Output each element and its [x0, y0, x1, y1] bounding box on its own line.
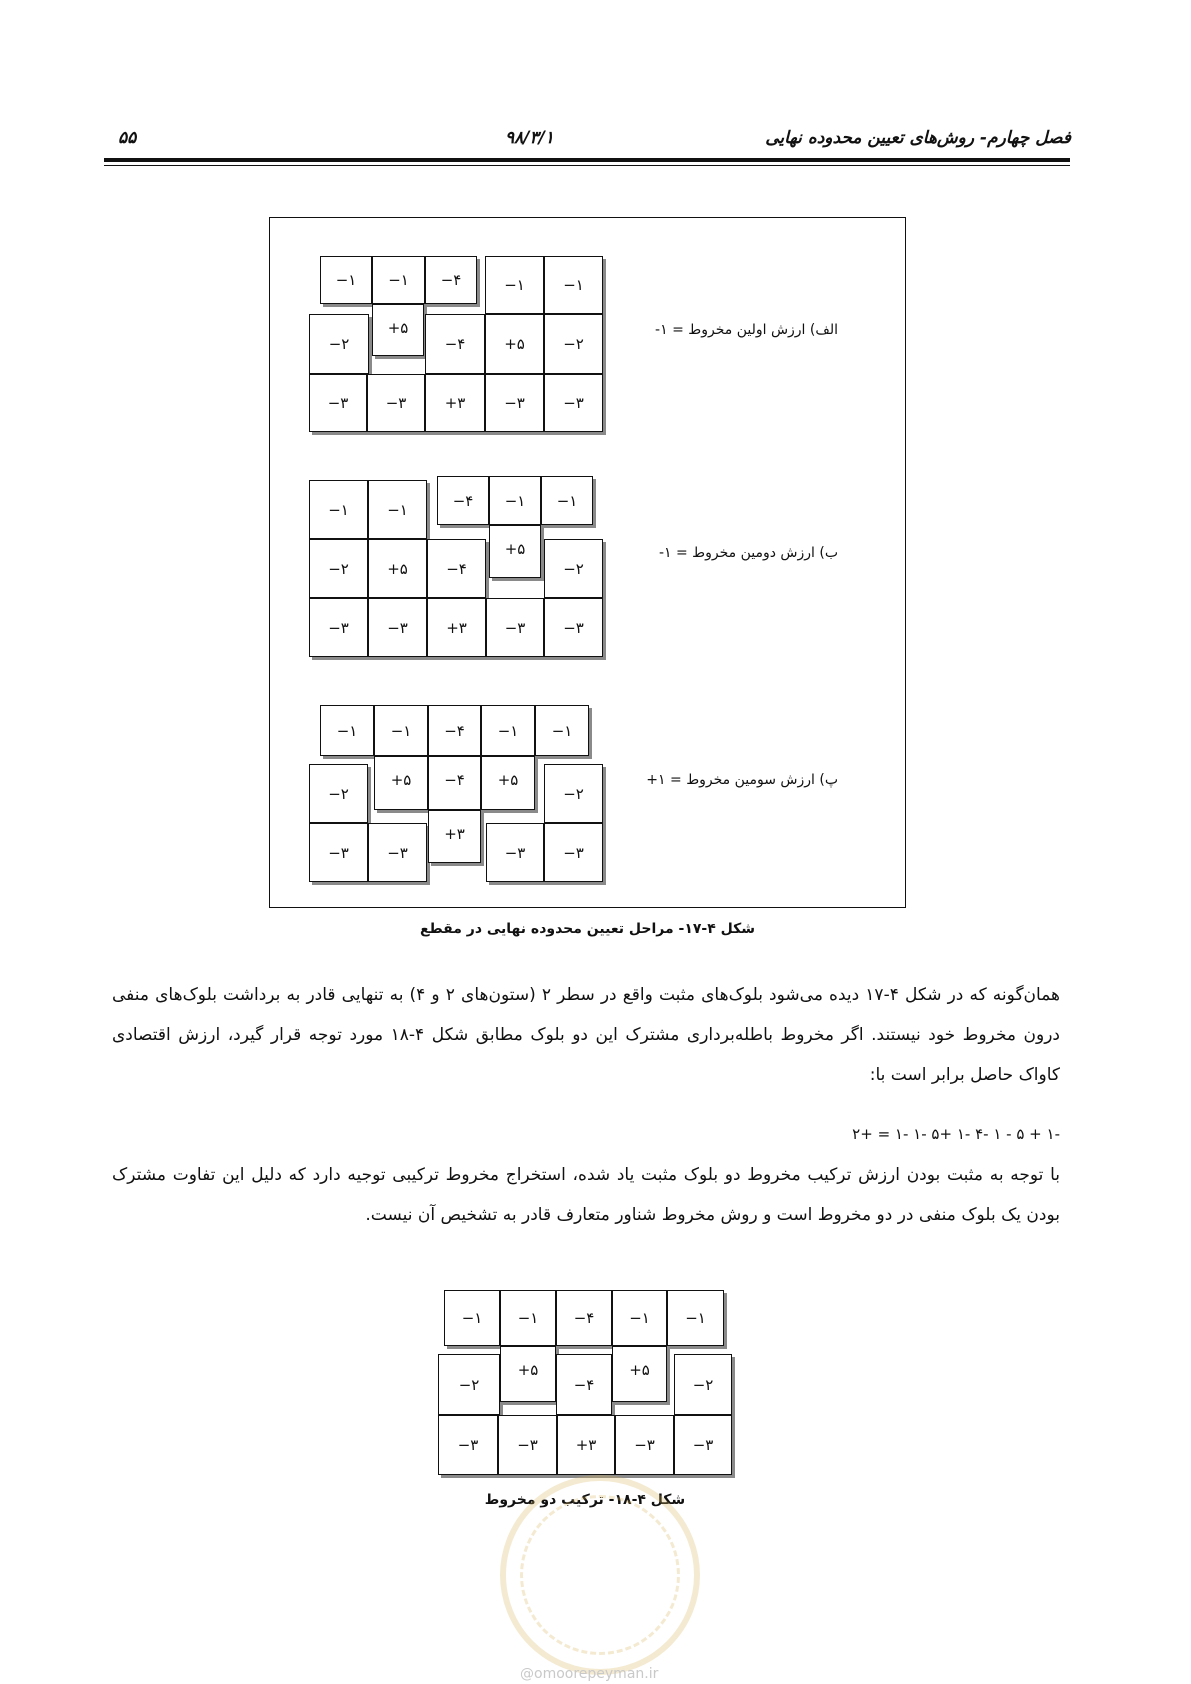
grid-cell: −۳ — [368, 598, 427, 657]
grid-cell: +۵ — [612, 1346, 667, 1402]
grid-cell: −۱ — [500, 1290, 556, 1346]
grid-cell: −۴ — [437, 476, 489, 525]
grid-cell: −۳ — [544, 598, 603, 657]
figure-17-caption: شکل ۴-۱۷- مراحل تعیین محدوده نهایی در مقطع — [419, 921, 756, 937]
grid-cell: −۳ — [309, 374, 367, 432]
panel-a-label: الف) ارزش اولین مخروط = ۱- — [655, 322, 838, 338]
paragraph-2: با توجه به مثبت بودن ارزش ترکیب مخروط دو بلوک مثبت یاد شده، استخراج مخروط ترکیبی توجیه دارد که دلیل این تفاوت مشترک بودن یک بلوک منفی در دو مخروط است و روش مخروط شناور متعارف قادر به تشخیص آن نیست. — [112, 1165, 1060, 1225]
grid-cell: −۱ — [489, 476, 541, 525]
grid-cell: −۱ — [374, 705, 428, 756]
grid-cell: −۴ — [427, 539, 486, 598]
grid-cell: −۳ — [544, 823, 603, 882]
grid-cell: −۲ — [544, 539, 603, 598]
grid-cell: −۴ — [556, 1354, 612, 1415]
grid-cell: +۵ — [372, 304, 424, 356]
grid-cell: +۳ — [427, 598, 486, 657]
grid-cell: +۵ — [485, 314, 544, 374]
grid-cell: −۲ — [309, 314, 369, 374]
grid-cell: −۲ — [674, 1354, 732, 1415]
panel-b-label: ب) ارزش دومین مخروط = ۱- — [658, 545, 838, 561]
grid-cell: +۳ — [425, 374, 485, 432]
grid-cell: −۳ — [438, 1415, 498, 1475]
header-rule-thick — [104, 158, 1070, 162]
panel-c-label: پ) ارزش سومین مخروط = ۱+ — [646, 772, 838, 788]
grid-cell: +۵ — [481, 756, 535, 810]
page-number: ۵۵ — [118, 128, 137, 148]
grid-cell: −۱ — [444, 1290, 500, 1346]
grid-cell: −۱ — [535, 705, 589, 756]
grid-cell: −۲ — [309, 539, 368, 598]
grid-cell: −۳ — [674, 1415, 732, 1475]
grid-cell: −۱ — [541, 476, 593, 525]
grid-cell: −۱ — [368, 480, 427, 539]
grid-cell: −۳ — [367, 374, 425, 432]
grid-cell: −۳ — [309, 598, 368, 657]
grid-cell: −۳ — [368, 823, 427, 882]
grid-cell: −۱ — [309, 480, 368, 539]
grid-cell: −۳ — [485, 374, 544, 432]
grid-cell: −۳ — [615, 1415, 674, 1475]
grid-cell: −۳ — [486, 598, 544, 657]
grid-cell: −۱ — [612, 1290, 667, 1346]
grid-cell: −۱ — [481, 705, 535, 756]
grid-cell: −۳ — [544, 374, 603, 432]
grid-cell: −۳ — [498, 1415, 557, 1475]
grid-cell: +۵ — [368, 539, 427, 598]
grid-cell: −۲ — [438, 1354, 500, 1415]
header-rule-thin — [104, 165, 1070, 166]
grid-cell: −۳ — [486, 823, 544, 882]
grid-cell: −۱ — [320, 705, 374, 756]
header-date: ۹۸/۳/۱ — [505, 128, 554, 148]
grid-cell: −۴ — [556, 1290, 612, 1346]
grid-cell: +۵ — [500, 1346, 556, 1402]
grid-cell: −۲ — [309, 764, 368, 823]
grid-cell: −۴ — [425, 256, 477, 304]
grid-cell: −۱ — [485, 256, 544, 314]
watermark-gear-icon — [520, 1495, 680, 1655]
chapter-title: فصل چهارم- روش‌های تعیین محدوده نهایی — [765, 128, 1071, 148]
grid-cell: −۱ — [667, 1290, 724, 1346]
grid-cell: −۱ — [320, 256, 372, 304]
paragraph-1: همان‌گونه که در شکل ۴-۱۷ دیده می‌شود بلوک‌های مثبت واقع در سطر ۲ (ستون‌های ۲ و ۴) به تنهایی قادر به برداشت بلوک‌های منفی درون مخروط خود نیستند. اگر مخروط باطله‌برداری مشترک این دو بلوک مطابق شکل ۴-۱۸ مورد توجه قرار گیرد، ارزش اقتصادی کاواک حاصل برابر است با: — [112, 985, 1061, 1085]
grid-cell: +۵ — [374, 756, 428, 810]
grid-cell: −۱ — [544, 256, 603, 314]
grid-cell: −۴ — [428, 705, 481, 756]
figure-18-caption: شکل ۴-۱۸- ترکیب دو مخروط — [484, 1492, 686, 1508]
grid-cell: −۴ — [425, 314, 485, 374]
grid-cell: +۳ — [557, 1415, 615, 1475]
grid-cell: −۴ — [428, 756, 481, 810]
grid-cell: −۱ — [372, 256, 425, 304]
equation: -۱ + ۵ - ۱ -۴ -۱ +۵ -۱ -۱ = +۲ — [852, 1125, 1060, 1143]
grid-cell: −۲ — [544, 764, 603, 823]
grid-cell: −۲ — [544, 314, 603, 374]
grid-cell: −۳ — [309, 823, 368, 882]
watermark-site: @omoorepeyman.ir — [520, 1666, 659, 1682]
grid-cell: +۵ — [489, 525, 541, 578]
grid-cell: +۳ — [428, 810, 481, 863]
